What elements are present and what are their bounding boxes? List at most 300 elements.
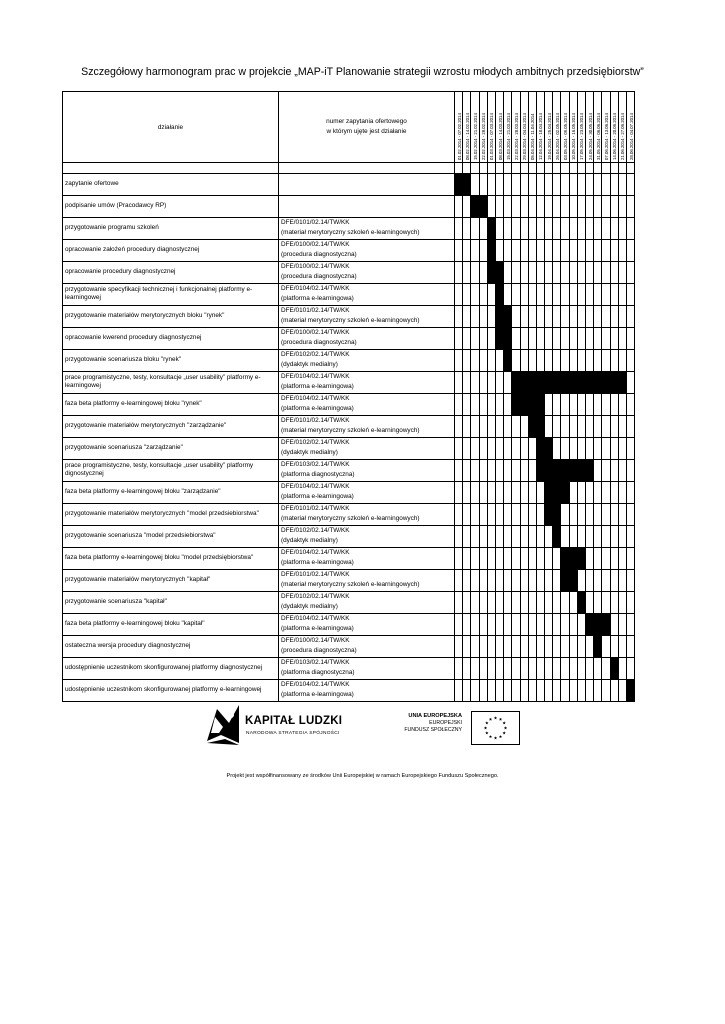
table-row <box>63 657 635 679</box>
gantt-empty-cell <box>479 371 487 393</box>
gantt-empty-cell <box>577 635 585 657</box>
gantt-empty-cell <box>471 481 479 503</box>
gantt-empty-cell <box>561 415 569 437</box>
gantt-empty-cell <box>602 503 610 525</box>
gantt-empty-cell <box>626 239 634 261</box>
document-note: (materiał merytoryczny szkoleń e-learningowych) <box>281 515 420 523</box>
gantt-empty-cell <box>536 217 544 239</box>
document-note: (materiał merytoryczny szkoleń e-learningowych) <box>281 427 420 435</box>
gantt-empty-cell <box>577 195 585 217</box>
gantt-empty-cell <box>504 415 512 437</box>
gantt-empty-cell <box>553 657 561 679</box>
gantt-empty-cell <box>536 481 544 503</box>
gantt-empty-cell <box>471 239 479 261</box>
header-period <box>512 92 520 163</box>
gantt-empty-cell <box>586 635 594 657</box>
gantt-empty-cell <box>536 591 544 613</box>
table-row <box>63 503 635 525</box>
gantt-empty-cell <box>512 327 520 349</box>
gantt-empty-cell <box>586 217 594 239</box>
gantt-empty-cell <box>594 415 602 437</box>
activity-cell: prace programistyczne, testy, konsultacje „user usability” platformy e-learningowej <box>63 371 279 393</box>
gantt-empty-cell <box>463 437 471 459</box>
activity-cell: opracowanie procedury diagnostycznej <box>63 261 279 283</box>
kapital-ludzki-subtitle: NARODOWA STRATEGIA SPÓJNOŚCI <box>246 731 340 736</box>
gantt-empty-cell <box>512 459 520 481</box>
gantt-bar-cell <box>520 371 528 393</box>
gantt-empty-cell <box>495 657 503 679</box>
gantt-empty-cell <box>512 283 520 305</box>
gantt-empty-cell <box>561 349 569 371</box>
gantt-empty-cell <box>569 657 577 679</box>
gantt-empty-cell <box>561 503 569 525</box>
gantt-empty-cell <box>495 481 503 503</box>
page-title: Szczegółowy harmonogram prac w projekcie „MAP-iT Planowanie strategii wzrostu młodych ambitnych przedsiębiorstw” <box>81 66 644 78</box>
gantt-empty-cell <box>504 591 512 613</box>
document-number: DFE/0103/02.14/TW/KK <box>281 460 350 468</box>
document-number: DFE/0101/02.14/TW/KK <box>281 504 350 512</box>
gantt-empty-cell <box>487 393 495 415</box>
eu-star-icon <box>499 735 502 738</box>
gantt-empty-cell <box>455 547 463 569</box>
document-note: (dydaktyk medialny) <box>281 449 338 457</box>
gantt-empty-cell <box>545 174 553 196</box>
gantt-empty-cell <box>455 349 463 371</box>
spacer-cell <box>618 163 626 174</box>
table-row <box>63 547 635 569</box>
gantt-bar-cell <box>504 349 512 371</box>
spacer-cell <box>528 163 536 174</box>
document-note: (platforma e-learningowa) <box>281 625 354 633</box>
activity-cell: faza beta platformy e-learningowej bloku "kapitał" <box>63 613 279 635</box>
gantt-empty-cell <box>536 569 544 591</box>
gantt-empty-cell <box>520 174 528 196</box>
gantt-empty-cell <box>455 195 463 217</box>
gantt-empty-cell <box>479 657 487 679</box>
gantt-empty-cell <box>545 415 553 437</box>
gantt-empty-cell <box>528 503 536 525</box>
gantt-bar-cell <box>561 371 569 393</box>
header-period <box>495 92 503 163</box>
document-cell <box>279 525 455 547</box>
spacer-cell <box>569 163 577 174</box>
gantt-empty-cell <box>520 525 528 547</box>
gantt-empty-cell <box>594 327 602 349</box>
gantt-empty-cell <box>520 481 528 503</box>
table-row <box>63 305 635 327</box>
gantt-empty-cell <box>487 591 495 613</box>
document-note: (platforma diagnostyczna) <box>281 471 355 479</box>
gantt-empty-cell <box>602 393 610 415</box>
gantt-empty-cell <box>553 174 561 196</box>
document-number: DFE/0101/02.14/TW/KK <box>281 218 350 226</box>
gantt-empty-cell <box>586 679 594 701</box>
gantt-empty-cell <box>545 679 553 701</box>
document-note: (platforma e-learningowa) <box>281 295 354 303</box>
document-number: DFE/0102/02.14/TW/KK <box>281 592 350 600</box>
gantt-empty-cell <box>504 679 512 701</box>
gantt-empty-cell <box>553 195 561 217</box>
gantt-empty-cell <box>536 613 544 635</box>
gantt-empty-cell <box>602 679 610 701</box>
gantt-empty-cell <box>520 195 528 217</box>
gantt-empty-cell <box>471 305 479 327</box>
activity-cell: ostateczna wersja procedury diagnostycznej <box>63 635 279 657</box>
gantt-empty-cell <box>610 305 618 327</box>
gantt-empty-cell <box>479 415 487 437</box>
gantt-bar-cell <box>569 371 577 393</box>
gantt-empty-cell <box>504 195 512 217</box>
gantt-empty-cell <box>504 503 512 525</box>
spacer-cell <box>561 163 569 174</box>
gantt-empty-cell <box>569 591 577 613</box>
spacer-cell <box>63 163 279 174</box>
header-activity: działanie <box>63 92 279 163</box>
gantt-empty-cell <box>528 635 536 657</box>
gantt-empty-cell <box>471 437 479 459</box>
gantt-empty-cell <box>626 459 634 481</box>
gantt-empty-cell <box>512 503 520 525</box>
gantt-empty-cell <box>610 503 618 525</box>
gantt-empty-cell <box>479 327 487 349</box>
gantt-bar-cell <box>495 327 503 349</box>
gantt-empty-cell <box>561 174 569 196</box>
gantt-empty-cell <box>610 174 618 196</box>
table-row <box>63 459 635 481</box>
gantt-empty-cell <box>602 459 610 481</box>
document-number: DFE/0104/02.14/TW/KK <box>281 548 350 556</box>
eu-star-icon <box>489 718 492 721</box>
gantt-empty-cell <box>610 481 618 503</box>
gantt-empty-cell <box>528 481 536 503</box>
gantt-empty-cell <box>618 679 626 701</box>
gantt-empty-cell <box>545 525 553 547</box>
gantt-empty-cell <box>577 174 585 196</box>
gantt-empty-cell <box>569 195 577 217</box>
document-note: (procedura diagnostyczna) <box>281 339 357 347</box>
gantt-empty-cell <box>495 415 503 437</box>
document-note: (platforma e-learningowa) <box>281 383 354 391</box>
gantt-empty-cell <box>561 679 569 701</box>
gantt-empty-cell <box>545 283 553 305</box>
gantt-empty-cell <box>536 195 544 217</box>
document-note: (dydaktyk medialny) <box>281 537 338 545</box>
gantt-empty-cell <box>553 415 561 437</box>
gantt-empty-cell <box>536 327 544 349</box>
gantt-empty-cell <box>512 239 520 261</box>
gantt-empty-cell <box>463 327 471 349</box>
gantt-bar-cell <box>528 393 536 415</box>
gantt-empty-cell <box>528 679 536 701</box>
gantt-empty-cell <box>602 657 610 679</box>
gantt-empty-cell <box>569 305 577 327</box>
gantt-empty-cell <box>463 547 471 569</box>
gantt-empty-cell <box>586 393 594 415</box>
gantt-empty-cell <box>520 305 528 327</box>
header-period <box>479 92 487 163</box>
gantt-empty-cell <box>487 525 495 547</box>
gantt-empty-cell <box>520 459 528 481</box>
gantt-empty-cell <box>577 217 585 239</box>
gantt-empty-cell <box>520 635 528 657</box>
document-note: (procedura diagnostyczna) <box>281 251 357 259</box>
gantt-empty-cell <box>495 174 503 196</box>
gantt-empty-cell <box>455 635 463 657</box>
gantt-empty-cell <box>479 547 487 569</box>
gantt-empty-cell <box>577 305 585 327</box>
gantt-empty-cell <box>471 174 479 196</box>
header-document-line2: w którym ujęte jest działanie <box>326 128 407 135</box>
gantt-empty-cell <box>512 261 520 283</box>
gantt-empty-cell <box>561 393 569 415</box>
gantt-empty-cell <box>569 679 577 701</box>
header-period-label: 14.06.2014 - 20.06.2014 <box>612 113 618 160</box>
gantt-empty-cell <box>626 503 634 525</box>
gantt-empty-cell <box>586 305 594 327</box>
gantt-empty-cell <box>626 635 634 657</box>
gantt-empty-cell <box>455 657 463 679</box>
spacer-cell <box>512 163 520 174</box>
gantt-empty-cell <box>504 547 512 569</box>
table-row <box>63 415 635 437</box>
eu-flag-icon <box>471 711 520 745</box>
gantt-empty-cell <box>495 195 503 217</box>
gantt-bar-cell <box>553 525 561 547</box>
gantt-empty-cell <box>594 481 602 503</box>
gantt-empty-cell <box>577 437 585 459</box>
spacer-cell <box>577 163 585 174</box>
gantt-empty-cell <box>479 525 487 547</box>
gantt-empty-cell <box>463 195 471 217</box>
gantt-empty-cell <box>561 591 569 613</box>
gantt-empty-cell <box>471 393 479 415</box>
gantt-bar-cell <box>487 217 495 239</box>
gantt-empty-cell <box>520 657 528 679</box>
gantt-empty-cell <box>626 371 634 393</box>
table-row <box>63 569 635 591</box>
gantt-bar-cell <box>520 393 528 415</box>
gantt-bar-cell <box>545 459 553 481</box>
gantt-empty-cell <box>586 503 594 525</box>
gantt-empty-cell <box>553 679 561 701</box>
document-cell <box>279 327 455 349</box>
gantt-bar-cell <box>586 613 594 635</box>
gantt-bar-cell <box>569 547 577 569</box>
gantt-empty-cell <box>553 261 561 283</box>
gantt-empty-cell <box>536 174 544 196</box>
document-number: DFE/0104/02.14/TW/KK <box>281 284 350 292</box>
gantt-empty-cell <box>553 393 561 415</box>
gantt-empty-cell <box>602 481 610 503</box>
activity-cell: udostępnienie uczestnikom skonfigurowanej platformy diagnostycznej <box>63 657 279 679</box>
gantt-empty-cell <box>561 437 569 459</box>
gantt-empty-cell <box>618 635 626 657</box>
gantt-empty-cell <box>504 525 512 547</box>
gantt-empty-cell <box>545 393 553 415</box>
gantt-empty-cell <box>569 217 577 239</box>
activity-cell: opracowanie założeń procedury diagnostycznej <box>63 239 279 261</box>
gantt-bar-cell <box>455 174 463 196</box>
document-number: DFE/0100/02.14/TW/KK <box>281 262 350 270</box>
gantt-empty-cell <box>553 591 561 613</box>
gantt-empty-cell <box>487 371 495 393</box>
gantt-empty-cell <box>610 239 618 261</box>
gantt-empty-cell <box>586 349 594 371</box>
gantt-empty-cell <box>545 327 553 349</box>
gantt-empty-cell <box>602 305 610 327</box>
gantt-empty-cell <box>495 525 503 547</box>
gantt-empty-cell <box>569 283 577 305</box>
gantt-empty-cell <box>504 174 512 196</box>
gantt-empty-cell <box>602 591 610 613</box>
gantt-empty-cell <box>495 371 503 393</box>
gantt-empty-cell <box>610 569 618 591</box>
gantt-bar-cell <box>495 261 503 283</box>
gantt-bar-cell <box>602 371 610 393</box>
document-cell <box>279 613 455 635</box>
document-number: DFE/0100/02.14/TW/KK <box>281 636 350 644</box>
gantt-empty-cell <box>561 217 569 239</box>
gantt-empty-cell <box>545 349 553 371</box>
gantt-empty-cell <box>536 679 544 701</box>
gantt-empty-cell <box>463 481 471 503</box>
gantt-empty-cell <box>463 679 471 701</box>
gantt-empty-cell <box>545 657 553 679</box>
gantt-empty-cell <box>626 569 634 591</box>
document-cell <box>279 174 455 196</box>
document-cell <box>279 261 455 283</box>
gantt-empty-cell <box>455 261 463 283</box>
gantt-empty-cell <box>471 459 479 481</box>
gantt-empty-cell <box>545 591 553 613</box>
gantt-empty-cell <box>626 174 634 196</box>
gantt-empty-cell <box>528 591 536 613</box>
gantt-empty-cell <box>586 195 594 217</box>
gantt-empty-cell <box>471 349 479 371</box>
document-number: DFE/0100/02.14/TW/KK <box>281 328 350 336</box>
gantt-empty-cell <box>487 305 495 327</box>
gantt-empty-cell <box>536 305 544 327</box>
header-period-label: 15.03.2014 - 21.03.2014 <box>505 113 511 160</box>
gantt-empty-cell <box>487 459 495 481</box>
gantt-empty-cell <box>520 569 528 591</box>
gantt-bar-cell <box>577 371 585 393</box>
gantt-empty-cell <box>586 437 594 459</box>
activity-cell: faza beta platformy e-learningowej bloku "rynek" <box>63 393 279 415</box>
gantt-empty-cell <box>626 437 634 459</box>
document-cell <box>279 591 455 613</box>
gantt-empty-cell <box>602 195 610 217</box>
gantt-bar-cell <box>536 371 544 393</box>
header-period-label: 21.06.2014 - 27.06.2014 <box>620 113 626 160</box>
gantt-empty-cell <box>594 217 602 239</box>
gantt-empty-cell <box>618 415 626 437</box>
gantt-empty-cell <box>536 503 544 525</box>
activity-cell: przygotowanie scenariusza "zarządzanie" <box>63 437 279 459</box>
gantt-empty-cell <box>602 217 610 239</box>
gantt-empty-cell <box>610 195 618 217</box>
table-row <box>63 437 635 459</box>
gantt-empty-cell <box>594 525 602 547</box>
kapital-ludzki-name: KAPITAŁ LUDZKI <box>245 715 343 727</box>
gantt-empty-cell <box>471 327 479 349</box>
gantt-empty-cell <box>504 481 512 503</box>
gantt-empty-cell <box>463 349 471 371</box>
table-row <box>63 217 635 239</box>
header-document-line1: numer zapytania ofertowego <box>326 118 407 125</box>
gantt-bar-cell <box>561 459 569 481</box>
gantt-bar-cell <box>626 679 634 701</box>
gantt-empty-cell <box>528 239 536 261</box>
gantt-empty-cell <box>569 174 577 196</box>
gantt-empty-cell <box>610 217 618 239</box>
header-period <box>610 92 618 163</box>
table-row <box>63 481 635 503</box>
gantt-empty-cell <box>479 591 487 613</box>
gantt-bar-cell <box>512 393 520 415</box>
gantt-empty-cell <box>487 195 495 217</box>
gantt-empty-cell <box>586 327 594 349</box>
gantt-empty-cell <box>577 239 585 261</box>
gantt-empty-cell <box>569 327 577 349</box>
gantt-empty-cell <box>455 217 463 239</box>
gantt-empty-cell <box>618 437 626 459</box>
gantt-empty-cell <box>602 283 610 305</box>
eu-star-icon <box>485 721 488 724</box>
gantt-empty-cell <box>504 459 512 481</box>
gantt-empty-cell <box>495 437 503 459</box>
header-period <box>569 92 577 163</box>
gantt-empty-cell <box>528 525 536 547</box>
gantt-bar-cell <box>528 371 536 393</box>
document-number: DFE/0104/02.14/TW/KK <box>281 372 350 380</box>
gantt-empty-cell <box>471 217 479 239</box>
gantt-empty-cell <box>479 261 487 283</box>
activity-cell: przygotowanie scenariusza bloku "rynek" <box>63 349 279 371</box>
header-period <box>520 92 528 163</box>
gantt-empty-cell <box>618 459 626 481</box>
gantt-bar-cell <box>553 371 561 393</box>
gantt-empty-cell <box>594 349 602 371</box>
header-period <box>455 92 463 163</box>
document-note: (procedura diagnostyczna) <box>281 647 357 655</box>
gantt-empty-cell <box>626 481 634 503</box>
table-row <box>63 327 635 349</box>
gantt-empty-cell <box>463 239 471 261</box>
gantt-bar-cell <box>561 569 569 591</box>
gantt-empty-cell <box>479 283 487 305</box>
gantt-empty-cell <box>618 349 626 371</box>
gantt-bar-cell <box>618 371 626 393</box>
gantt-empty-cell <box>561 613 569 635</box>
gantt-empty-cell <box>455 239 463 261</box>
gantt-empty-cell <box>504 371 512 393</box>
spacer-cell <box>455 163 463 174</box>
gantt-empty-cell <box>463 459 471 481</box>
header-period-label: 07.06.2014 - 13.06.2014 <box>604 113 610 160</box>
document-number: DFE/0101/02.14/TW/KK <box>281 306 350 314</box>
gantt-bar-cell <box>594 613 602 635</box>
gantt-empty-cell <box>594 569 602 591</box>
activity-cell: opracowanie kwerend procedury diagnostycznej <box>63 327 279 349</box>
gantt-empty-cell <box>495 613 503 635</box>
gantt-empty-cell <box>471 679 479 701</box>
gantt-empty-cell <box>602 327 610 349</box>
gantt-empty-cell <box>487 503 495 525</box>
header-period <box>553 92 561 163</box>
gantt-empty-cell <box>512 437 520 459</box>
gantt-empty-cell <box>545 547 553 569</box>
